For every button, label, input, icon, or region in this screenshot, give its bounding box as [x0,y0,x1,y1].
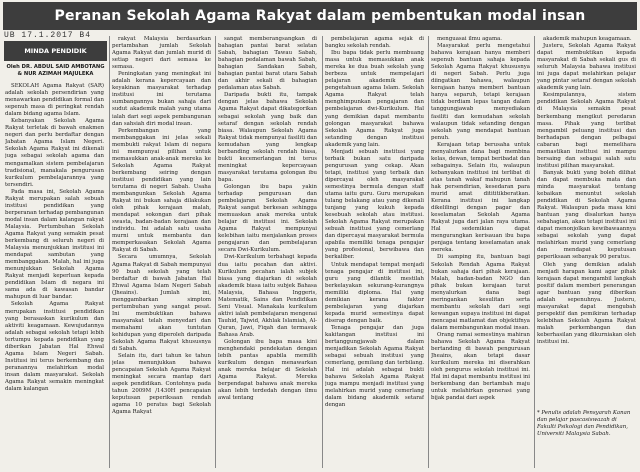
column-1 [5,83,104,469]
paragraph: Tenaga pengajar dan juga kakitangan institusi ini bertanggungjawab dalam menjadikan Sekolah Agama Rakyat sebagai sebuah institusi yang cemerlang, gemilang dan terbilang. Hal ini adalah sebagai bukti bahawa Sekolah Agama Rakyat juga mampu menjadi institusi yang melahirkan murid yang cemerlang dalam bidang akademik setaraf dengan [325,324,424,409]
paragraph: Orang ramai semestinya mahiran bahawa Sekolah Agama Rakyat bertanding di bawah pengurusan Jheains, akan tetapi dasar kurikulum mereka ini diserahkan oleh pengurus sekolah institusi ini. Hal ini dapat membantu institusi ini berkembang dan bertambah maju untuk melahirkan generasi yang bijak pandai dari aspek [431,331,530,402]
paragraph: sangat memberangsangkan di bahagian pantai barat selatan Sabah, bahagian Tawau Sabah, bahagian pedalaman bawah Sabah, bahagian Sandakan Sabah, bahagian pantai barat utara Sabah dan akhir sekali di bahagian pedalaman atas Sabah. [218,36,317,92]
column-divider [215,36,216,468]
paragraph: menguasai ilmu agama. [437,36,502,42]
paragraph: Golongan ibu bapa masa kini menghendaki pendekatan dengan lebih pantas apabila memilih kurikulum dengan menawarkan anak mereka belajar di Sekolah Agama Rakyat. Mereka berpendapat bahawa anak mereka akan lebih terdedah dengan ilmu awal tentang [218,339,317,402]
column-divider [109,36,110,468]
paragraph: Daripada bukti itu, tampak dengan jelas bahawa Sekolah Agama Rakyat dapat dikategorikan sebagai sekolah yang baik dan setaraf dengan sekolah rendah biasa. Walaupun Sekolah Agama Rakyat tidak mempunyai fasiliti dan kemudahan yang lengkap berbanding sekolah rendah biasa, bukti kecemerlangan ini terus meningkat kepercayaan masyarakat terutama golongan ibu bapa. [218,92,317,183]
paragraph: Kerajaan tetap berusaha untuk menyalurkan dana bagi membina kelas, dewan, tempat beribadat dan sebagainya. Selain itu, walaupun kebanyakan institusi ini terlibat di atas tanah wakaf mahupun tanah hak persendirian, kesedaran para murid amat ditititikberatkan. Kerana institusi ini langkap dikelilingi dengan pagar dan keselamatan Sekolah Agama Rakyat juga dari jalan raya utama. Hal sedemikian dapat mengurangkan kerisauan ibu bapa penjaga tentang keselamatan anak mereka. [431,141,530,254]
paragraph: Dwi-Kurikulum terbahagi kepada dua iaitu pecahan dan aktivi. Kurikulum pecahan ialah subjek biasa yang diajarkan di sekolah akademik biasa iaitu subjek Bahasa Malaysia, Bahasa Inggeris, Matematik, Sains dan Pendidikan Seni Visual. Manakala kurikulum aktivi ialah pembelajaran mengenai Tauhid, Tajwid, Akhlak Islamiah, Al-Quran, Jawi, Fiqah dan termasuk Bahasa Arab. [218,254,317,338]
paragraph: Banyak bukti yang boleh dilihat dan dapat membuka mata dan minda masyarakat tentang kebaikan menuntut sekolah pendidikan di Sekolah Agama Rakyat. Walaupun pada masa kini bantuan yang disalurkan hanya sebahagian, akan tetapi institusi ini dapat menonjolkan kewibawaannya sebagai sekolah yang dapat melahirkan murid yang cemerlang dan mendapat keputusan peperiksaan sebanyak 90 peratus. [537,169,636,261]
paragraph: Sekolah Agama Rakyat merupakan institusi pendidikan yang berasaskan kurikulum dan aktiviti keagamaan. Kewujudannya adalah sebagai sekolah tetapi lebih tertumpu kepada pendidikan yang diberikan Jabatan Hal Ehwal Agama Islam Negeri Sabah. Institusi ini terus berkembang dan peranannya melahirkan modal insan dalam masyarakat. Sekolah Agama Rakyat semakin meningkat dalam kalangan [5,301,104,393]
article-title: Peranan Sekolah Agama Rakyat dalam pembentukan modal insan [3,2,637,30]
paragraph: pembelajaran agama sejak di bangku sekolah rendah. [325,36,424,50]
paragraph: Perkembangan yang membanggakan ini jelas sekali membukti rakyat Islam di negara ini mempunyai pilihan untuk memasukkan anak-anak mereka ke Sekolah Agama Rakyat berkembang seiring dengan institusi pendidikan yang lain terutama di negeri Sabah. Usaha membangunkan Sekolah Agama Rakyat ini bukan sahaja dilakukan oleh pihak kerajaan malah, mendapat sokongan dari pihak swasta, badan-badan kerajaan dan individu. Ini adalah satu usaha murni untuk membantu dan memperkasakan Sekolah Agama Rakyat di Sabah. [112,127,211,254]
paragraph: Untuk mendapat tempat menjadi tenaga pengajar di institusi ini, guru yang dilantik mestilah berkelayakan sekurang-kurangnya memiliki diploma. Hal yang demikian kerana faktor pembelajaran yang diajarkan kepada murid semestinya dapat diserap dengan baik. [325,261,424,324]
paragraph: Justeru, Sekolah Agama Rakyat dapat membuktikan kepada masyarakat di Sabah sekali gus di seluruh Malaysia bahawa institusi ini juga dapat melahirkan pelajar yang pintar setaraf dengan sekolah akademik yang lain. [537,43,636,92]
paragraph: Ibu bapa tidak perlu membuang masa untuk memasukkan anak mereka ke dua buah sekolah yang berbeza untuk mempelajari pelajaran akademik dan pengetahuan agama Islam. Sekolah Agama Rakyat telah menghimpunkan pengajaran dan pembelajaran dwi-Kurikulum. Hal yang demikian dapat membantu golongan masyarakat bahawa Sekolah Agama Rakyat juga setanding dengan institusi akademik yang lain. [325,50,424,148]
paragraph: SEKOLAH Agama Rakyat (SAR) adalah sekolah persendirian yang menawarkan pendidikan formal dan sepenuh masa di peringkat rendah dalam bidang agama Islam. [5,83,104,118]
column-6 [537,36,636,406]
column-divider [322,36,323,468]
column-divider [428,36,429,468]
paragraph: Secara umumnya, Sekolah Agama Rakyat di Sabah mempunyai 90 buah sekolah yang telah berdaftar di bawah Jabatan Hal Ehwal Agama Islam Negeri Sabah (Jheains). Jumlah ini, menggambarkan simptom pertumbuhan yang sangat pesat. Ini membuktikan bahawa masyarakat telah menyedari dan memahami akan tuntutan kehidupan yang diperoleh daripada Sekolah Agama Rakyat khususnya di Sabah. [112,254,211,353]
byline: Oleh DR. ABDUL SAID AMBOTANG & NUR AZIMAH MAJULEKA [6,64,105,77]
paragraph: Selain itu, dari tahun ke tahun jelas menunjukkan bahawa pencapaian Sekolah Agama Rakyat meningkat secara mantap dari aspek pendidikan. Contohnya pada tahun 2009M /1430H pencapaian keputusan peperiksaan rendah agama 10 peratus bagi Sekolah Agama Rakyat [112,353,211,416]
paragraph: Pada masa ini, Sekolah Agama Rakyat merupakan salah sebuah institusi pendidikan yang berperanan terhadap pembangunan modal insan dalam kalangan rakyat Malaysia. Pertumbuhan Sekolah Agama Rakyat yang semakin pesat berkembang di seluruh negeri di Malaysia menunjukkan institusi ini mendapat sambutan yang membanggakan. Malah, hal ini juga menunjukkan Sekolah Agama Rakyat menjadi keperluan kepada pendidikan Islam di negara ini sama ada di kawasan bandar mahupun di luar bandar. [5,188,104,301]
paragraph: Masyarakat perlu mengetahui bahawa kerajaan hanya memberi sepenuh bantuan sahaja kepada Sekolah Agama Rakyat khususnya di negeri Sabah. Perlu juga diingatkan bahawa, walaupun kerajaan hanya memberi bantuan hanya separuh, tetapi kerajaan tidak berdiam lepas tangan dalam tanggungjawab menyediakan fasiliti dan kemudahan sekolah walaupun tidak setanding dengan sekolah yang mendapat bantuan penuh. [431,43,530,141]
date-stamp: UB 17.1.2017 B4 [4,31,92,40]
column-5 [431,36,530,468]
paragraph: Peningkatan yang meningkat ini adalah kerana kepercayaan dan keyakinan masyarakat terhadap institusi ini terutama sumbangannya bukan sahaja dari sudut akademik malah yang utama ialah dari segi aspek pembangunan dan sahsiah diri modal insan. [112,71,211,127]
column-2 [112,36,211,468]
paragraph: Golongan ibu bapa yakin terhadap pengurusan dan pembelajaran Sekolah Agama Rakyat sangat berkesan sehingga memuaskan anak mereka untuk belajar di institusi ini. Sekolah Agama Rakyat mempunyai kelebihan iaitu menjalankan proses pengajaran dan pembelajaran secara Dwi-Kurikulum. [218,183,317,254]
paragraph: Oleh yang demikian adalah menjadi harapan kami agar pihak kerajaan dapat mengambil langkah positif dalam memberi penerangan agar bantuan yang diberikan adalah sepenuhnya. Justeru, masyarakat dapat mengubah perspektif dan pemikiran terhadap kelebihan Sekolah Agama Rakyat malah perkembangan dan keberhasilan yang dikurniakan oleh institusi ini. [537,261,636,346]
paragraph: akademik mahupun keagamaan. [543,36,632,42]
author-note: * Penulis adalah Pensyarah Kanan dan pelajar pascasiswazah di Fakulti Psikologi dan Pendidikan, Universiti Malaysia Sabah. [537,410,631,437]
section-label: MINDA PENDIDIK [4,41,107,61]
column-3 [218,36,317,468]
column-4 [325,36,424,468]
paragraph: Menjadi sebuah institusi yang terbaik bukan satu daripada pengurusan yang cekap. Akan tetapi, institusi yang terbaik dan dipercayai oleh masyarakat semestinya bermula dengan staff utama iaitu guru. Guru merupakan tulang belakang atau yang dikenali tunjang yang kukuh kepada kesebuah sekolah atau institusi. Sekolah Agama Rakyat merupakan sebuah institusi yang cemerlang dan dipercayai masyarakat bermula apabila memiliki tenaga pengajar yang profesional, berwibawa dan berkaliber. [325,148,424,261]
paragraph: Di samping itu, bantuan bagi Sekolah Rendah Agama Rakyat bukan sahaja dari pihak kerajaan. Malah, badan-badan NGO dan pihak bukan kerajaan turut menyalurkan dana bagi meringankan kesulitan serta membantu sekolah dari segi kewangan supaya institusi ini dapat mencapai matlamat dan objektifnya dalam membangunkan modal insan. [431,254,530,331]
paragraph: Kebanyakan Sekolah Agama Rakyat terletak di bawah enakmen negeri dan perlu berdaftar dengan Jabatan Agama Islam Negeri. Sekolah Agama Rakyat ini dikenali juga sebagai sekolah agama dan mengamalkan sistem pembelajaran tradisional, manakala pengurusan kurikulum pembelajarannya yang tersendiri. [5,118,104,188]
column-divider [534,36,535,468]
paragraph: rakyat Malaysia berdasarkan pertambahan jumlah Sekolah Agama Rakyat dan jumlah murid di setiap negeri dari semasa ke semasa. [112,36,211,71]
paragraph: Kesimpulannya, sistem pendidikan Sekolah Agama Rakyat di Malaysia semakin pesat berkembang mengikut peredaran masa. Pihak yang terlibat mengambil peluang institusi dan berhadapan dengan pelbagai cabaran bagi memelihara memastikan institusi ini mampu bersaing dan sebagai salah satu institusi pilihan masyarakat. [537,92,636,169]
